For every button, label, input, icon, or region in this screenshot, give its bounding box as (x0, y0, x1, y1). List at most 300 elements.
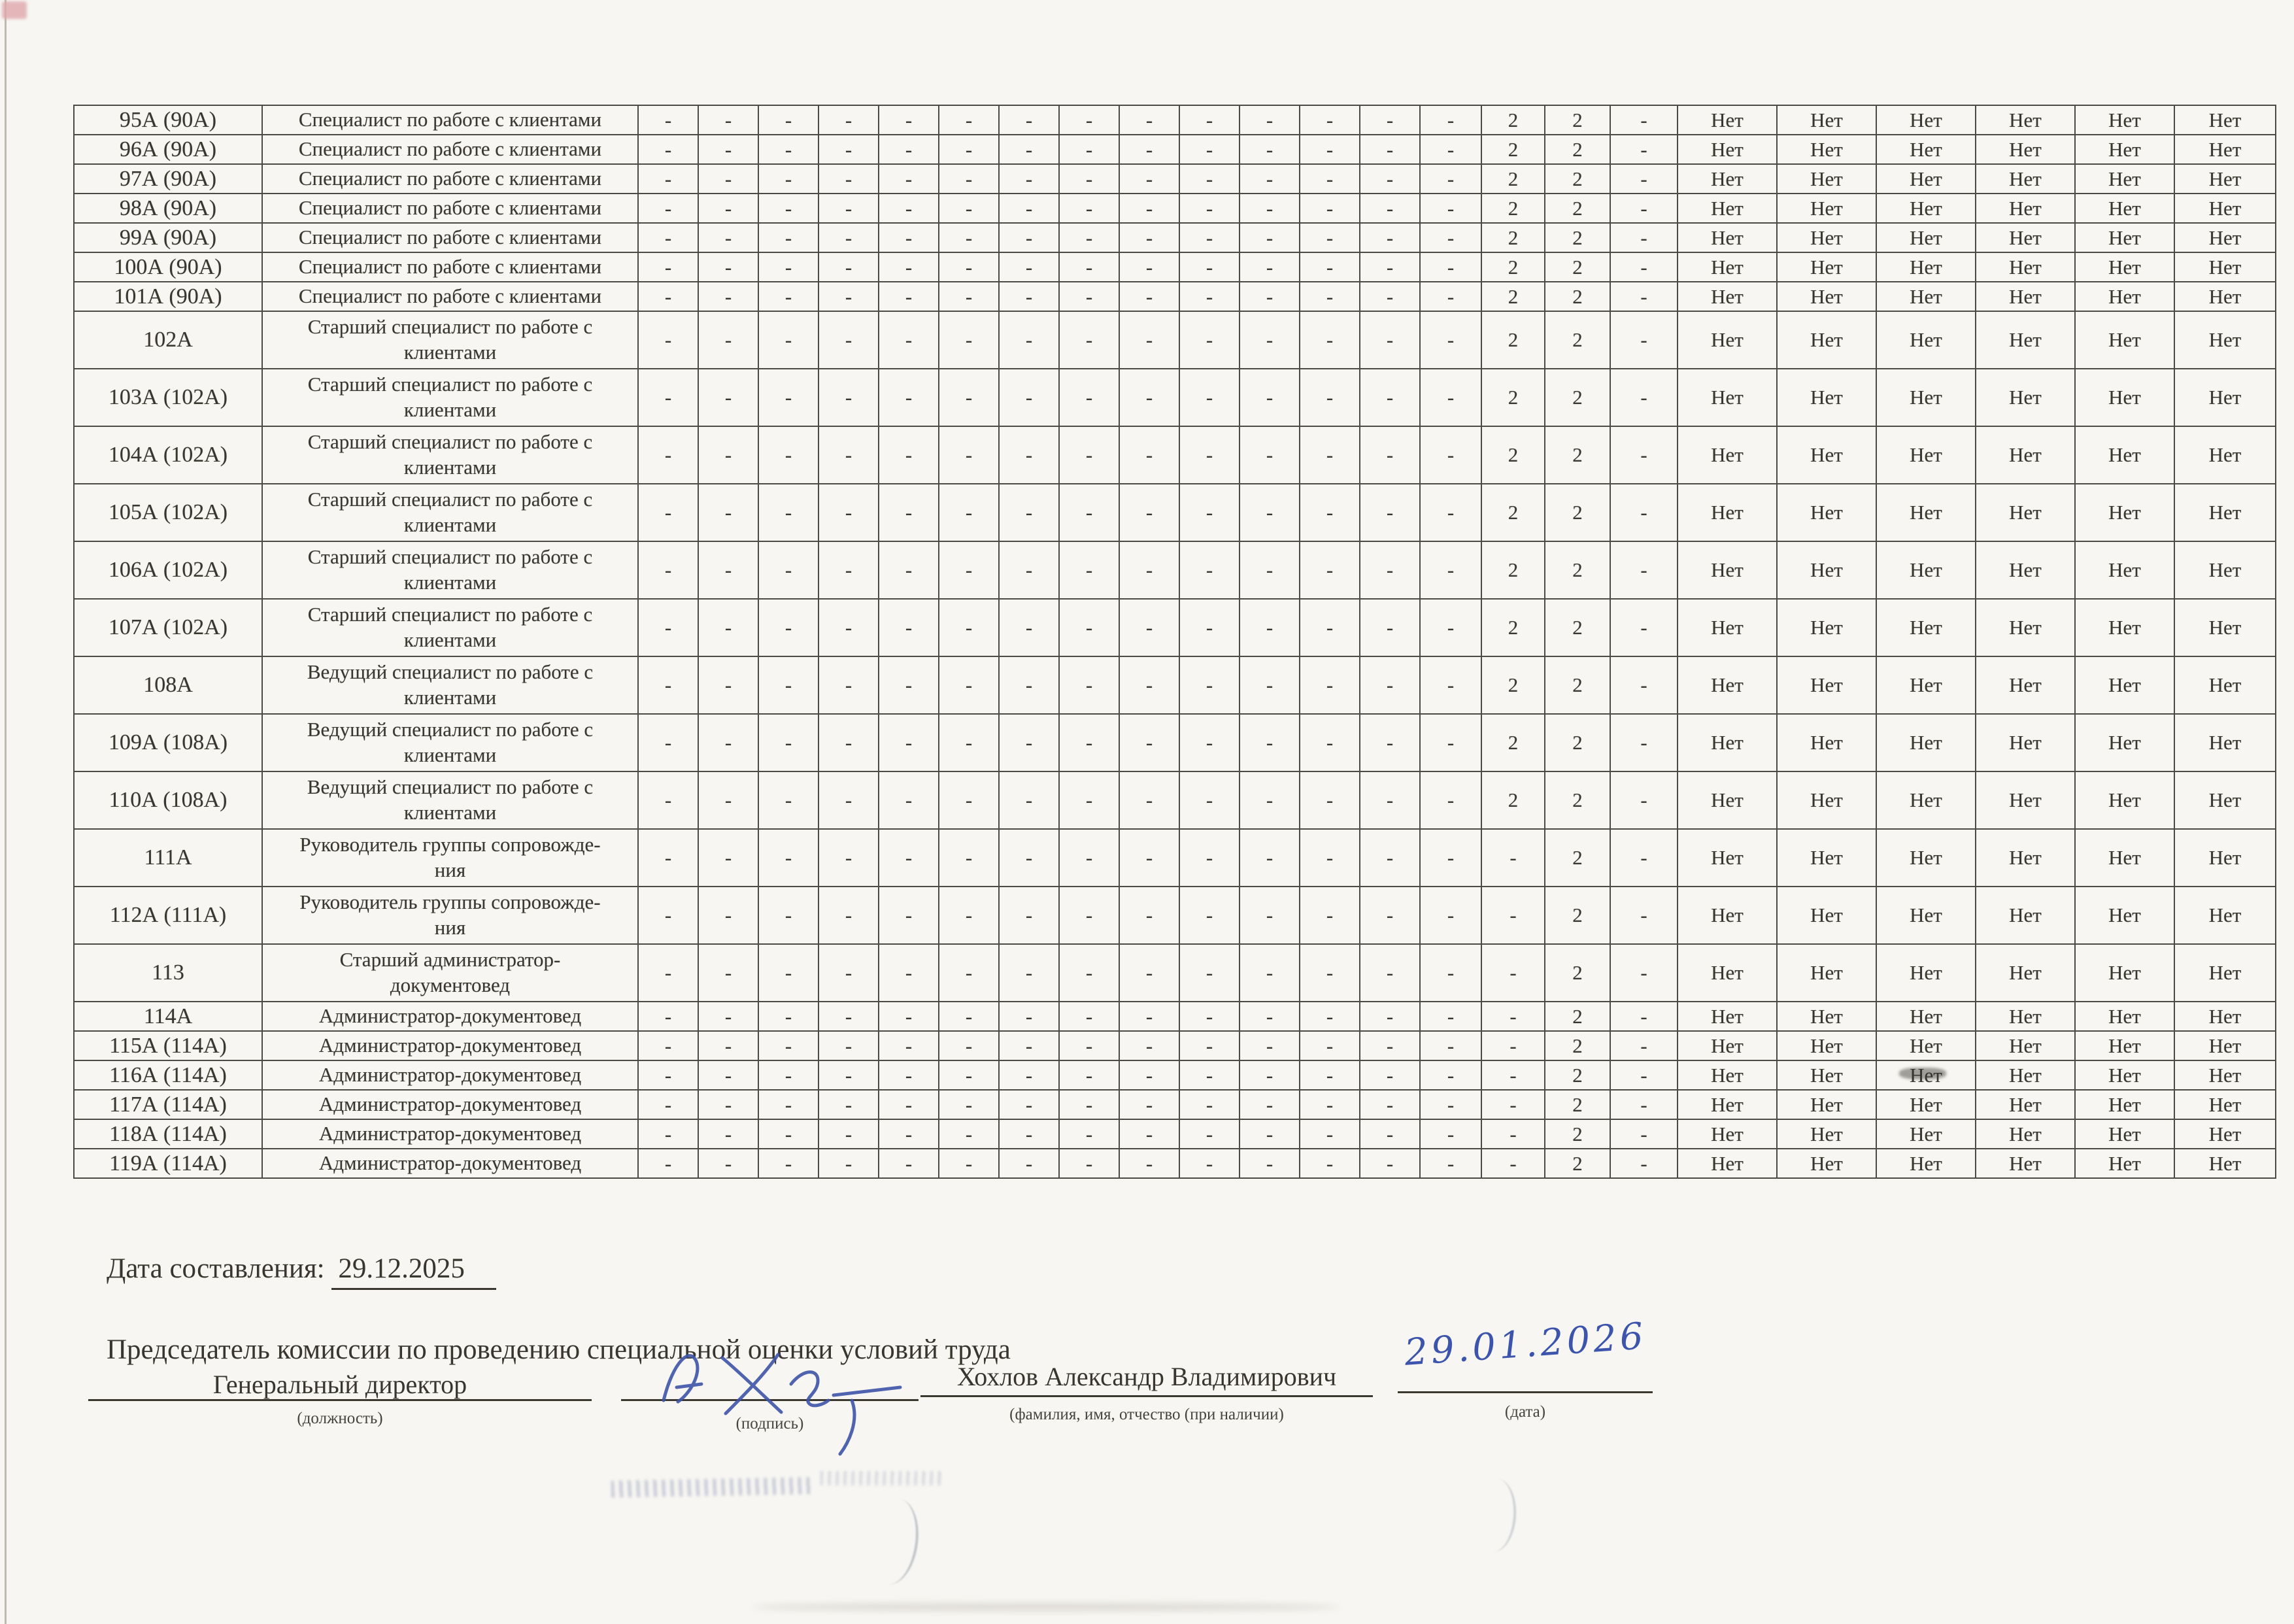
value-cell: 2 (1481, 252, 1545, 282)
value-cell: - (758, 426, 818, 484)
value-cell: Нет (2075, 829, 2174, 887)
value-cell: - (999, 369, 1059, 426)
value-cell: - (879, 484, 939, 541)
value-cell: - (1119, 829, 1179, 887)
table-row (74, 311, 2276, 369)
value-cell: Нет (2174, 1060, 2276, 1090)
value-cell: - (939, 829, 999, 887)
value-cell: - (1300, 1031, 1360, 1060)
value-cell: - (1360, 1060, 1420, 1090)
value-cell: - (818, 1031, 879, 1060)
value-cell: - (939, 1149, 999, 1178)
value-cell: Нет (1678, 311, 1777, 369)
value-cell: Нет (1876, 1031, 1976, 1060)
value-cell: - (758, 311, 818, 369)
position-text: Генеральный директор (212, 1370, 467, 1399)
value-cell: - (1179, 1119, 1240, 1149)
value-cell: - (1240, 194, 1300, 223)
value-cell: - (939, 282, 999, 311)
value-cell: Нет (1678, 426, 1777, 484)
job-title-cell: Администратор-документовед (262, 1060, 638, 1090)
value-cell: Нет (1777, 656, 1876, 714)
value-cell: Нет (2174, 1119, 2276, 1149)
value-cell: - (1119, 105, 1179, 135)
value-cell: - (1240, 1119, 1300, 1149)
value-cell: - (1300, 1149, 1360, 1178)
value-cell: Нет (1876, 829, 1976, 887)
value-cell: - (818, 164, 879, 194)
table-row (74, 771, 2276, 829)
value-cell: Нет (2174, 484, 2276, 541)
value-cell: - (879, 135, 939, 164)
value-cell: - (1179, 484, 1240, 541)
value-cell: - (999, 1119, 1059, 1149)
value-cell: - (818, 252, 879, 282)
value-cell: - (1300, 599, 1360, 656)
table-row (74, 135, 2276, 164)
value-cell: - (1179, 599, 1240, 656)
value-cell: 2 (1481, 484, 1545, 541)
value-cell: Нет (1678, 829, 1777, 887)
value-cell: Нет (1976, 771, 2075, 829)
workplace-number-cell: 105А (102А) (74, 484, 262, 541)
value-cell: - (1119, 1002, 1179, 1031)
value-cell: - (1610, 1149, 1678, 1178)
value-cell: - (1240, 771, 1300, 829)
table-row (74, 541, 2276, 599)
value-cell: - (638, 426, 698, 484)
value-cell: - (1360, 223, 1420, 252)
value-cell: Нет (2075, 1119, 2174, 1149)
value-cell: - (939, 369, 999, 426)
workplace-number-cell: 112А (111А) (74, 887, 262, 944)
value-cell: 2 (1545, 105, 1610, 135)
value-cell: - (1610, 311, 1678, 369)
value-cell: - (1610, 1119, 1678, 1149)
value-cell: - (1240, 714, 1300, 771)
value-cell: - (1610, 369, 1678, 426)
value-cell: - (818, 599, 879, 656)
value-cell: - (1360, 1090, 1420, 1119)
value-cell: - (818, 135, 879, 164)
value-cell: - (1119, 656, 1179, 714)
value-cell: 2 (1481, 135, 1545, 164)
value-cell: Нет (1876, 887, 1976, 944)
value-cell: - (1610, 1002, 1678, 1031)
value-cell: - (1240, 1060, 1300, 1090)
value-cell: - (758, 599, 818, 656)
sout-results-table (73, 105, 2276, 1179)
value-cell: - (638, 164, 698, 194)
value-cell: - (879, 541, 939, 599)
workplace-number-cell: 100А (90А) (74, 252, 262, 282)
job-title-cell: Специалист по работе с клиентами (262, 282, 638, 311)
value-cell: - (999, 484, 1059, 541)
value-cell: - (1300, 426, 1360, 484)
value-cell: - (818, 1090, 879, 1119)
value-cell: Нет (1976, 426, 2075, 484)
value-cell: - (1420, 252, 1481, 282)
position-line (88, 1399, 592, 1401)
value-cell: - (879, 369, 939, 426)
value-cell: - (1610, 656, 1678, 714)
table-row (74, 282, 2276, 311)
value-cell: 2 (1545, 887, 1610, 944)
value-cell: - (879, 887, 939, 944)
value-cell: Нет (1876, 944, 1976, 1002)
value-cell: Нет (1976, 714, 2075, 771)
value-cell: - (1059, 656, 1119, 714)
value-cell: - (939, 714, 999, 771)
value-cell: Нет (1777, 194, 1876, 223)
value-cell: - (1420, 1090, 1481, 1119)
value-cell: - (638, 1090, 698, 1119)
value-cell: - (1300, 311, 1360, 369)
value-cell: Нет (2075, 1002, 2174, 1031)
value-cell: - (879, 1149, 939, 1178)
value-cell: - (698, 105, 758, 135)
value-cell: - (1119, 1090, 1179, 1119)
value-cell: Нет (1976, 194, 2075, 223)
value-cell: - (939, 135, 999, 164)
value-cell: - (1059, 1002, 1119, 1031)
value-cell: - (1240, 135, 1300, 164)
job-title-cell: Специалист по работе с клиентами (262, 164, 638, 194)
value-cell: - (1119, 771, 1179, 829)
value-cell: - (818, 282, 879, 311)
value-cell: Нет (1678, 1119, 1777, 1149)
workplace-number-cell: 119А (114А) (74, 1149, 262, 1178)
value-cell: - (1119, 223, 1179, 252)
value-cell: - (1300, 887, 1360, 944)
value-cell: - (879, 426, 939, 484)
value-cell: - (818, 1002, 879, 1031)
value-cell: - (1360, 1031, 1420, 1060)
value-cell: - (1059, 164, 1119, 194)
value-cell: - (1240, 829, 1300, 887)
value-cell: 2 (1481, 771, 1545, 829)
value-cell: Нет (1777, 1119, 1876, 1149)
job-title-cell: Специалист по работе с клиентами (262, 105, 638, 135)
value-cell: Нет (2075, 105, 2174, 135)
value-cell: - (758, 1149, 818, 1178)
value-cell: Нет (2174, 252, 2276, 282)
value-cell: - (638, 944, 698, 1002)
value-cell: - (698, 656, 758, 714)
value-cell: Нет (1777, 1060, 1876, 1090)
value-cell: - (939, 105, 999, 135)
value-cell: - (1360, 484, 1420, 541)
value-cell: - (698, 311, 758, 369)
value-cell: Нет (2174, 599, 2276, 656)
value-cell: Нет (1678, 771, 1777, 829)
value-cell: - (758, 829, 818, 887)
value-cell: - (1179, 1149, 1240, 1178)
value-cell: Нет (2174, 656, 2276, 714)
value-cell: - (818, 484, 879, 541)
workplace-number-cell: 102А (74, 311, 262, 369)
value-cell: - (818, 223, 879, 252)
value-cell: 2 (1545, 194, 1610, 223)
value-cell: Нет (1777, 829, 1876, 887)
value-cell: 2 (1545, 484, 1610, 541)
value-cell: 2 (1545, 714, 1610, 771)
job-title-cell: Ведущий специалист по работе с клиентами (262, 771, 638, 829)
value-cell: 2 (1545, 1031, 1610, 1060)
value-cell: Нет (1678, 369, 1777, 426)
value-cell: - (758, 194, 818, 223)
value-cell: - (1300, 135, 1360, 164)
value-cell: - (758, 714, 818, 771)
value-cell: - (698, 223, 758, 252)
value-cell: - (1059, 426, 1119, 484)
workplace-number-cell: 110А (108А) (74, 771, 262, 829)
value-cell: - (939, 194, 999, 223)
value-cell: - (1119, 1119, 1179, 1149)
value-cell: - (1420, 311, 1481, 369)
value-cell: 2 (1545, 369, 1610, 426)
table-row (74, 887, 2276, 944)
value-cell: Нет (2075, 1149, 2174, 1178)
value-cell: - (698, 714, 758, 771)
value-cell: Нет (1678, 1031, 1777, 1060)
value-cell: Нет (1876, 311, 1976, 369)
value-cell: Нет (2174, 1090, 2276, 1119)
value-cell: - (1240, 252, 1300, 282)
value-cell: Нет (2075, 223, 2174, 252)
scan-edge-line (5, 0, 7, 1624)
workplace-number-cell: 108А (74, 656, 262, 714)
value-cell: - (818, 887, 879, 944)
value-cell: Нет (2075, 369, 2174, 426)
value-cell: - (638, 223, 698, 252)
value-cell: - (1240, 426, 1300, 484)
value-cell: 2 (1545, 829, 1610, 887)
value-cell: - (999, 656, 1059, 714)
workplace-number-cell: 96А (90А) (74, 135, 262, 164)
value-cell: Нет (1678, 1090, 1777, 1119)
job-title-cell: Руководитель группы сопровожде- ния (262, 829, 638, 887)
compilation-date-value: 29.12.2025 (331, 1253, 496, 1290)
value-cell: Нет (1777, 1149, 1876, 1178)
value-cell: 2 (1545, 1060, 1610, 1090)
job-title-cell: Старший специалист по работе с клиентами (262, 426, 638, 484)
workplace-number-cell: 101А (90А) (74, 282, 262, 311)
workplace-number-cell: 116А (114А) (74, 1060, 262, 1090)
value-cell: - (999, 311, 1059, 369)
value-cell: - (939, 1060, 999, 1090)
value-cell: - (818, 1149, 879, 1178)
value-cell: - (1360, 252, 1420, 282)
value-cell: - (758, 135, 818, 164)
value-cell: Нет (1976, 1060, 2075, 1090)
value-cell: Нет (1876, 252, 1976, 282)
value-cell: - (1610, 105, 1678, 135)
value-cell: - (1240, 282, 1300, 311)
value-cell: - (999, 541, 1059, 599)
job-title-cell: Ведущий специалист по работе с клиентами (262, 656, 638, 714)
value-cell: Нет (1876, 135, 1976, 164)
value-cell: - (999, 426, 1059, 484)
table-row (74, 484, 2276, 541)
job-title-cell: Ведущий специалист по работе с клиентами (262, 714, 638, 771)
value-cell: - (638, 599, 698, 656)
value-cell: - (1119, 714, 1179, 771)
value-cell: - (1059, 541, 1119, 599)
value-cell: - (1300, 369, 1360, 426)
value-cell: Нет (1678, 484, 1777, 541)
value-cell: Нет (1876, 541, 1976, 599)
job-title-cell: Старший специалист по работе с клиентами (262, 541, 638, 599)
value-cell: - (1240, 656, 1300, 714)
value-cell: - (1059, 887, 1119, 944)
value-cell: 2 (1545, 426, 1610, 484)
value-cell: - (758, 369, 818, 426)
table-row (74, 599, 2276, 656)
value-cell: - (818, 829, 879, 887)
value-cell: Нет (1976, 223, 2075, 252)
value-cell: - (1179, 426, 1240, 484)
value-cell: - (1360, 771, 1420, 829)
value-cell: - (1240, 311, 1300, 369)
value-cell: - (1179, 541, 1240, 599)
value-cell: - (1481, 1060, 1545, 1090)
value-cell: - (879, 223, 939, 252)
value-cell: - (1420, 1031, 1481, 1060)
value-cell: - (1119, 484, 1179, 541)
value-cell: - (638, 1002, 698, 1031)
value-cell: - (1610, 1090, 1678, 1119)
value-cell: - (1240, 1031, 1300, 1060)
value-cell: Нет (1976, 944, 2075, 1002)
value-cell: - (1119, 252, 1179, 282)
value-cell: - (1179, 887, 1240, 944)
value-cell: - (1059, 135, 1119, 164)
value-cell: Нет (2075, 887, 2174, 944)
value-cell: - (1300, 164, 1360, 194)
value-cell: - (638, 105, 698, 135)
value-cell: - (818, 311, 879, 369)
value-cell: - (1059, 1119, 1119, 1149)
value-cell: Нет (2174, 1149, 2276, 1178)
value-cell: Нет (1777, 105, 1876, 135)
value-cell: - (1179, 194, 1240, 223)
value-cell: Нет (1876, 164, 1976, 194)
value-cell: - (999, 944, 1059, 1002)
value-cell: 2 (1545, 311, 1610, 369)
value-cell: - (1481, 829, 1545, 887)
value-cell: - (1240, 484, 1300, 541)
value-cell: - (1119, 887, 1179, 944)
value-cell: - (879, 1031, 939, 1060)
table-row (74, 1031, 2276, 1060)
value-cell: Нет (1876, 1060, 1976, 1090)
value-cell: 2 (1545, 223, 1610, 252)
value-cell: - (1360, 656, 1420, 714)
value-cell: - (758, 1119, 818, 1149)
value-cell: - (638, 282, 698, 311)
value-cell: - (1420, 887, 1481, 944)
value-cell: Нет (1777, 1031, 1876, 1060)
value-cell: - (999, 1090, 1059, 1119)
value-cell: Нет (2075, 1090, 2174, 1119)
workplace-number-cell: 95А (90А) (74, 105, 262, 135)
value-cell: - (758, 252, 818, 282)
value-cell: - (999, 1149, 1059, 1178)
value-cell: - (638, 656, 698, 714)
value-cell: - (1179, 311, 1240, 369)
value-cell: Нет (1777, 164, 1876, 194)
value-cell: - (1481, 944, 1545, 1002)
workplace-number-cell: 113 (74, 944, 262, 1002)
value-cell: - (758, 223, 818, 252)
value-cell: - (939, 252, 999, 282)
value-cell: - (1059, 1090, 1119, 1119)
scan-corner-mark (2, 1, 27, 19)
value-cell: Нет (2075, 426, 2174, 484)
value-cell: - (1360, 1149, 1420, 1178)
value-cell: Нет (2174, 426, 2276, 484)
value-cell: - (1179, 105, 1240, 135)
value-cell: - (1059, 484, 1119, 541)
workplace-number-cell: 111А (74, 829, 262, 887)
value-cell: - (1179, 1060, 1240, 1090)
value-cell: Нет (1976, 484, 2075, 541)
value-cell: - (1059, 829, 1119, 887)
table-row (74, 223, 2276, 252)
value-cell: - (879, 164, 939, 194)
table-row (74, 944, 2276, 1002)
value-cell: - (1300, 1060, 1360, 1090)
value-cell: - (1610, 282, 1678, 311)
value-cell: - (1240, 164, 1300, 194)
value-cell: - (818, 369, 879, 426)
value-cell: - (638, 194, 698, 223)
value-cell: Нет (1876, 369, 1976, 426)
value-cell: - (638, 1119, 698, 1149)
value-cell: Нет (1777, 135, 1876, 164)
value-cell: 2 (1481, 223, 1545, 252)
value-cell: - (638, 829, 698, 887)
workplace-number-cell: 106А (102А) (74, 541, 262, 599)
value-cell: - (638, 252, 698, 282)
value-cell: - (698, 1149, 758, 1178)
value-cell: - (1300, 484, 1360, 541)
ghost-ink-arc (1472, 1478, 1519, 1553)
value-cell: Нет (2174, 714, 2276, 771)
value-cell: Нет (2075, 135, 2174, 164)
value-cell: - (698, 369, 758, 426)
value-cell: - (698, 599, 758, 656)
fio-line (920, 1395, 1373, 1397)
value-cell: - (999, 1002, 1059, 1031)
sout-table (73, 105, 2276, 1179)
value-cell: - (1610, 484, 1678, 541)
value-cell: - (1240, 887, 1300, 944)
value-cell: Нет (1678, 656, 1777, 714)
value-cell: 2 (1545, 599, 1610, 656)
value-cell: - (1420, 282, 1481, 311)
workplace-number-cell: 114А (74, 1002, 262, 1031)
value-cell: - (1059, 282, 1119, 311)
value-cell: - (638, 1031, 698, 1060)
value-cell: - (818, 426, 879, 484)
value-cell: - (999, 194, 1059, 223)
value-cell: Нет (2174, 164, 2276, 194)
value-cell: - (638, 1060, 698, 1090)
value-cell: Нет (1976, 541, 2075, 599)
value-cell: - (1119, 944, 1179, 1002)
